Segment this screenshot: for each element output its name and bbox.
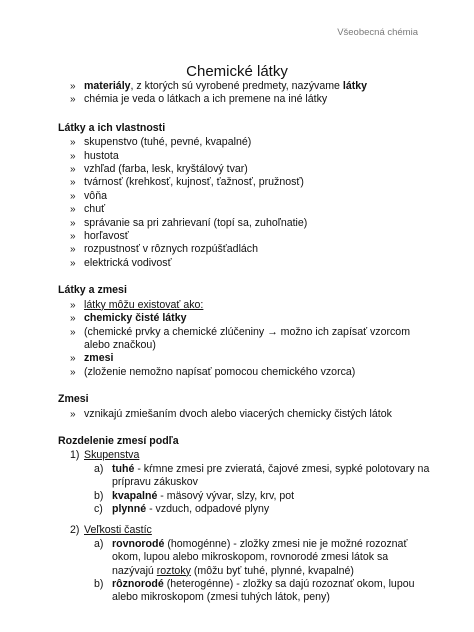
list-item: » materiály, z ktorých sú vyrobené predmety, nazývame látky bbox=[58, 80, 438, 93]
arrow-icon: → bbox=[267, 325, 278, 338]
section-heading: Rozdelenie zmesí podľa bbox=[58, 434, 179, 447]
bullet-icon: » bbox=[70, 94, 76, 106]
bullet-icon: » bbox=[70, 244, 76, 256]
list-item: » zmesi bbox=[58, 352, 438, 365]
section-heading: Látky a zmesi bbox=[58, 284, 127, 297]
document-body bbox=[58, 80, 438, 605]
bullet-icon: » bbox=[70, 366, 76, 378]
sub-item: a) tuhé - kŕmne zmesi pre zvieratá, čajové zmesi, sypké polotovary na prípravu zákuskov bbox=[94, 462, 430, 489]
list-item: » skupenstvo (tuhé, pevné, kvapalné) bbox=[58, 136, 438, 149]
term: materiály bbox=[84, 80, 131, 92]
bullet-icon: » bbox=[70, 353, 76, 365]
bullet-icon: » bbox=[70, 190, 76, 202]
list-item: » elektrická vodivosť bbox=[58, 257, 438, 270]
section-heading: Zmesi bbox=[58, 393, 89, 406]
list-item: » horľavosť bbox=[58, 230, 438, 243]
bullet-icon: » bbox=[70, 326, 76, 338]
list-item: » látky môžu existovať ako: bbox=[58, 299, 438, 312]
term: látky bbox=[342, 80, 368, 92]
sub-item: b) kvapalné - mäsový vývar, slzy, krv, pot bbox=[94, 489, 295, 502]
bullet-icon: » bbox=[70, 313, 76, 325]
section-heading: Látky a ich vlastnosti bbox=[58, 121, 166, 134]
list-item: » chuť bbox=[58, 203, 438, 216]
bullet-icon: » bbox=[70, 231, 76, 243]
running-header: Všeobecná chémia bbox=[337, 27, 418, 38]
list-item: » vzhľad (farba, lesk, kryštálový tvar) bbox=[58, 163, 438, 176]
numbered-item: 2) Veľkosti častíc bbox=[70, 524, 152, 537]
bullet-icon: » bbox=[70, 137, 76, 149]
list-item: » (chemické prvky a chemické zlúčeniny → možno ich zapísať vzorcom alebo značkou) bbox=[58, 326, 438, 353]
list-item: » vôňa bbox=[58, 190, 438, 203]
sub-item: b) rôznorodé (heterogénne) - zložky sa dajú rozoznať okom, lupou alebo mikroskopom (zmesi tuhých látok, peny) bbox=[94, 578, 415, 604]
bullet-icon: » bbox=[70, 204, 76, 216]
bullet-icon: » bbox=[70, 164, 76, 176]
bullet-icon: » bbox=[70, 299, 76, 311]
bullet-icon: » bbox=[70, 257, 76, 269]
numbered-item: 1) Skupenstva bbox=[70, 449, 140, 462]
bullet-icon: » bbox=[70, 81, 76, 92]
sub-item: a) rovnorodé (homogénne) - zložky zmesi nie je možné rozoznať okom, lupou alebo mikroskopom, rovnorodé zmesi látok sa nazývajú roztoky (môžu byť tuhé, plynné, kvapalné) bbox=[94, 537, 408, 577]
list-item: » tvárnosť (krehkosť, kujnosť, ťažnosť, pružnosť) bbox=[58, 176, 438, 189]
bullet-icon: » bbox=[70, 217, 76, 229]
bullet-icon: » bbox=[70, 150, 76, 162]
list-item: » rozpustnosť v rôznych rozpúšťadlách bbox=[58, 243, 438, 256]
property-list bbox=[58, 136, 438, 270]
bullet-icon: » bbox=[70, 408, 76, 420]
list-item: » chemicky čisté látky bbox=[58, 312, 438, 325]
list-item: » chémia je veda o látkach a ich premene na iné látky bbox=[58, 93, 438, 106]
list-item: » (zloženie nemožno napísať pomocou chemického vzorca) bbox=[58, 366, 438, 379]
list-item: » vznikajú zmiešaním dvoch alebo viacerých chemicky čistých látok bbox=[58, 408, 438, 421]
bullet-icon: » bbox=[70, 177, 76, 189]
list-item: » správanie sa pri zahrievaní (topí sa, zuhoľnatie) bbox=[58, 217, 438, 230]
list-item: » hustota bbox=[58, 150, 438, 163]
page-title: Chemické látky bbox=[186, 63, 288, 80]
sub-item: c) plynné - vzduch, odpadové plyny bbox=[94, 502, 270, 515]
